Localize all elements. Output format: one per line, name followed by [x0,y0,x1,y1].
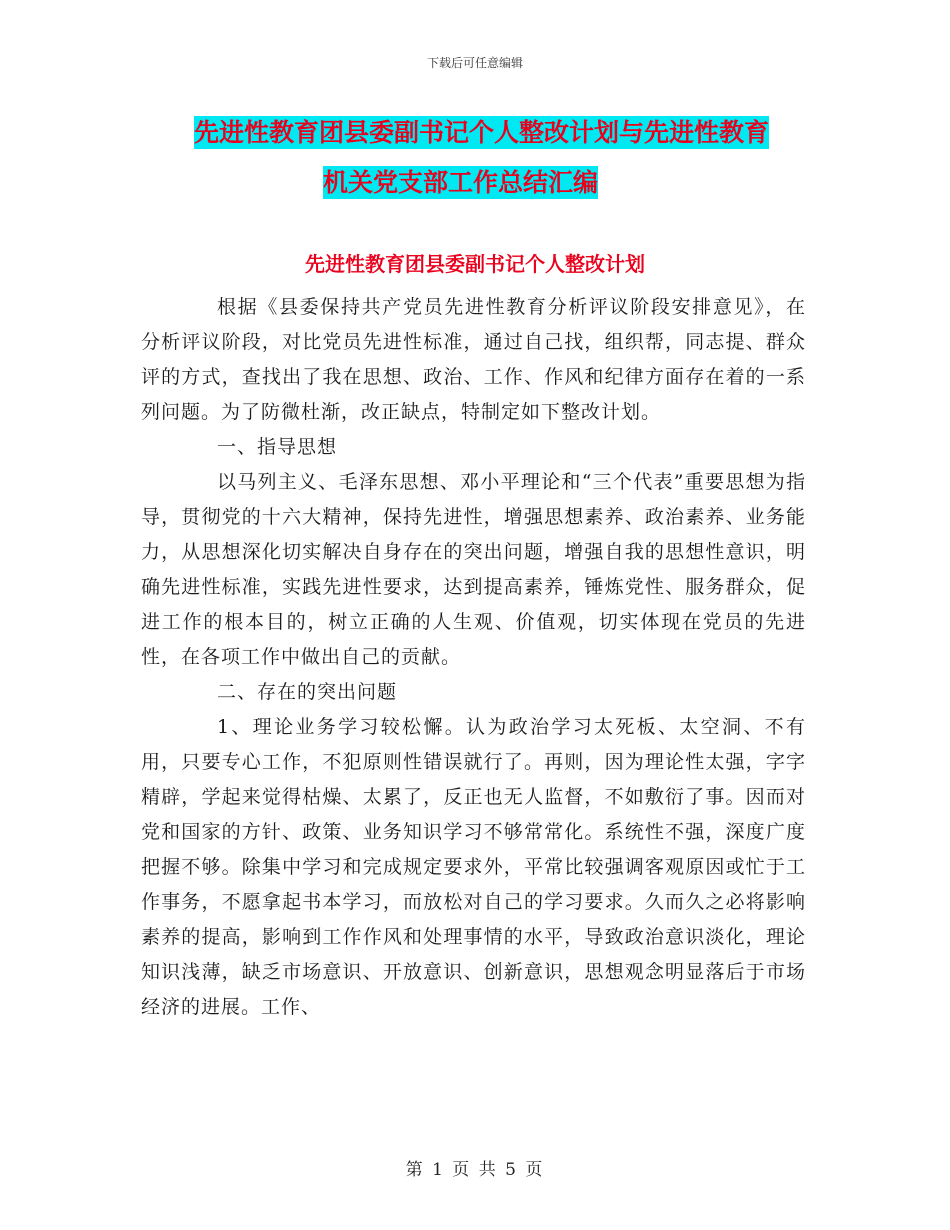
title-line-1-text: 先进性教育团县委副书记个人整改计划与先进性教育 [194,118,770,147]
paragraph-problem-1: 1、理论业务学习较松懈。认为政治学习太死板、太空洞、不有用，只要专心工作，不犯原则性错误就行了。再则，因为理论性太强，字字精辟，学起来觉得枯燥、太累了，反正也无人监督，不如敷衍了事。因而对党和国家的方针、政策、业务知识学习不够常常化。系统性不强，深度广度把握不够。除集中学习和完成规定要求外，平常比较强调客观原因或忙于工作事务，不愿拿起书本学习，而放松对自己的学习要求。久而久之必将影响素养的提高，影响到工作作风和处理事情的水平，导致政治意识淡化，理论知识浅薄，缺乏市场意识、开放意识、创新意识，思想观念明显落后于市场经济的进展。工作、 [141,716,806,1018]
title-line-2 [140,158,820,208]
paragraph-intro: 根据《县委保持共产党员先进性教育分析评议阶段安排意见》，在分析评议阶段，对比党员先进性标准，通过自己找，组织帮，同志提、群众评的方式，查找出了我在思想、政治、工作、作风和纪律方面存在着的一系列问题。为了防微杜渐，改正缺点，特制定如下整改计划。 [141,296,806,423]
heading-guiding-ideology: 一、指导思想 [217,436,338,458]
title-line-2-text: 机关党支部工作总结汇编 [323,168,599,197]
paragraph-guiding-ideology: 以马列主义、毛泽东思想、邓小平理论和“三个代表”重要思想为指导，贯彻党的十六大精神，保持先进性，增强思想素养、政治素养、业务能力，从思想深化切实解决自身存在的突出问题，增强自我的思想性意识，明确先进性标准，实践先进性要求，达到提高素养，锤炼党性、服务群众，促进工作的根本目的，树立正确的人生观、价值观，切实体现在党员的先进性，在各项工作中做出自己的贡献。 [141,471,806,668]
document-title [140,108,820,208]
page-number: 第 1 页 共 5 页 [405,1160,545,1180]
header-note: 下载后可任意编辑 [426,56,523,70]
document-body [141,290,806,1025]
section-title: 先进性教育团县委副书记个人整改计划 [305,252,645,276]
heading-problems: 二、存在的突出问题 [217,681,398,703]
title-line-1 [140,108,820,158]
